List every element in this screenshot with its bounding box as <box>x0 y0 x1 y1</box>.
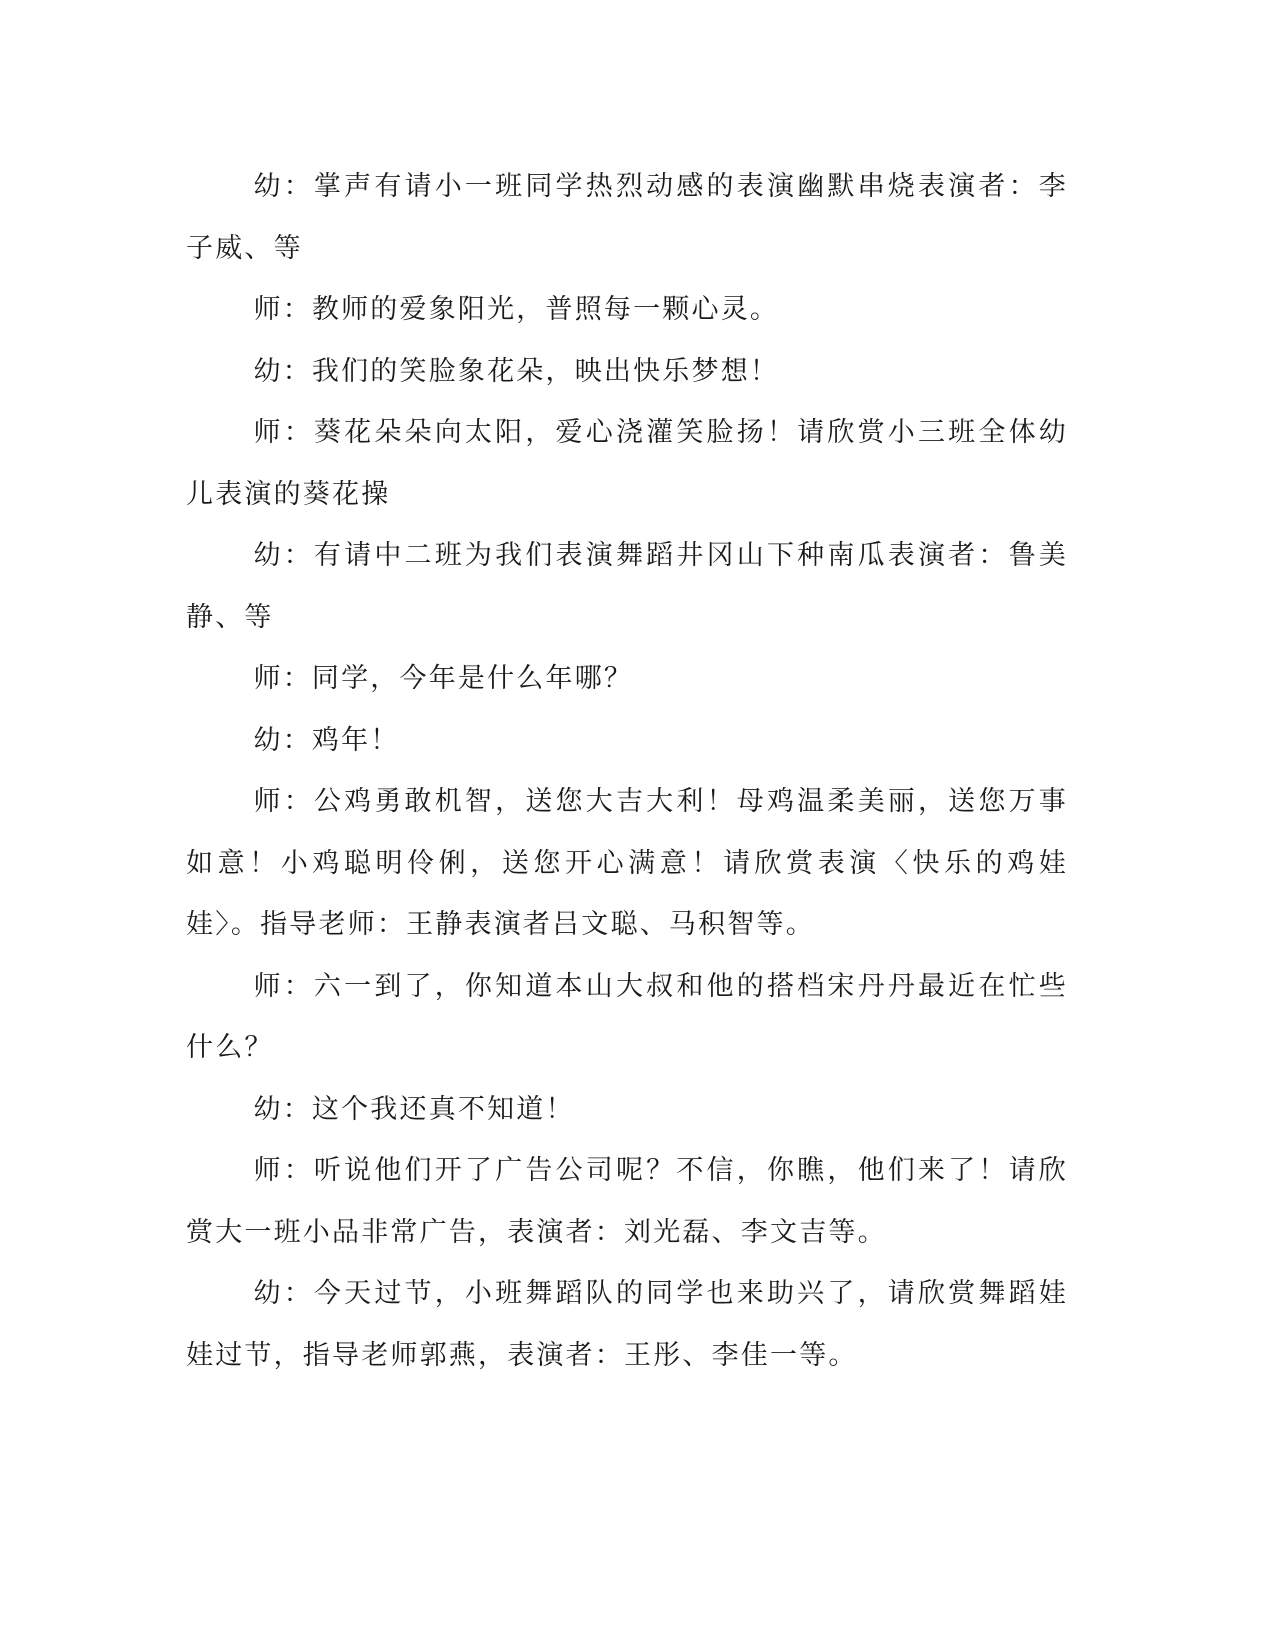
document-body <box>186 156 1068 1386</box>
paragraph-10: 幼：这个我还真不知道！ <box>253 1093 575 1125</box>
paragraph-4: 师：葵花朵朵向太阳，爱心浇灌笑脸扬！请欣赏小三班全体幼儿表演的葵花操 <box>186 417 1068 510</box>
paragraph-9: 师：六一到了，你知道本山大叔和他的搭档宋丹丹最近在忙些什么？ <box>186 970 1068 1063</box>
paragraph-3: 幼：我们的笑脸象花朵，映出快乐梦想！ <box>253 355 780 387</box>
paragraph-5: 幼：有请中二班为我们表演舞蹈井冈山下种南瓜表演者：鲁美静、等 <box>186 540 1068 633</box>
paragraph-6: 师：同学，今年是什么年哪？ <box>253 663 634 694</box>
paragraph-8: 师：公鸡勇敢机智，送您大吉大利！母鸡温柔美丽，送您万事如意！小鸡聪明伶俐，送您开心满意！请欣赏表演〈快乐的鸡娃娃〉。指导老师：王静表演者吕文聪、马积智等。 <box>186 786 1068 940</box>
paragraph-12: 幼：今天过节，小班舞蹈队的同学也来助兴了，请欣赏舞蹈娃娃过节，指导老师郭燕，表演者：王彤、李佳一等。 <box>186 1278 1068 1371</box>
paragraph-7: 幼：鸡年！ <box>253 724 400 756</box>
paragraph-2: 师：教师的爱象阳光，普照每一颗心灵。 <box>253 294 780 325</box>
paragraph-11: 师：听说他们开了广告公司呢？不信，你瞧，他们来了！请欣赏大一班小品非常广告，表演者：刘光磊、李文吉等。 <box>186 1155 1068 1248</box>
paragraph-1: 幼：掌声有请小一班同学热烈动感的表演幽默串烧表演者：李子威、等 <box>186 171 1068 264</box>
